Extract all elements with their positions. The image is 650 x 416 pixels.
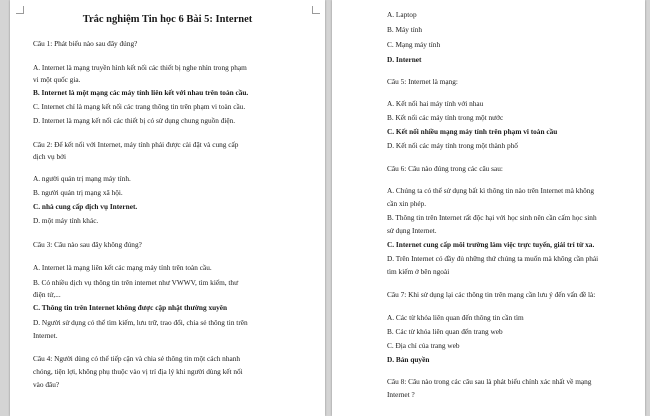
question-7-option-c: C. Địa chỉ của trang web: [387, 341, 460, 350]
question-6-option-c: C. Internet cung cấp môi trường làm việc trực tuyến, giải trí từ xa.: [387, 240, 595, 249]
question-5-option-c: C. Kết nối nhiều mạng máy tính trên phạm vi toàn cầu: [387, 127, 558, 136]
question-8-cont: Internet ?: [387, 390, 415, 399]
question-7-option-d: D. Bản quyền: [387, 355, 430, 364]
document-title: Trắc nghiệm Tin học 6 Bài 5: Internet: [82, 14, 253, 25]
question-7-option-a: A. Các từ khóa liên quan đến thông tin cần tìm: [387, 313, 524, 322]
question-6: Câu 6: Câu nào đúng trong các câu sau:: [387, 164, 503, 173]
question-5: Câu 5: Internet là mạng:: [387, 77, 458, 86]
question-1-option-a: A. Internet là mạng truyền hình kết nối các thiết bị nghe nhìn trong phạm: [33, 63, 247, 72]
question-4-option-d: D. Internet: [387, 55, 422, 64]
question-7-option-b: B. Các từ khóa liên quan đến trang web: [387, 327, 503, 336]
question-1-option-a-cont: vi một quốc gia.: [33, 75, 81, 84]
question-6-option-d: D. Trên Internet có đầy đủ những thứ chúng ta muốn mà không cần phải: [387, 254, 599, 263]
question-4-option-c: C. Mạng máy tính: [387, 40, 441, 49]
question-2: Câu 2: Để kết nối với Internet, máy tính phải được cài đặt và cung cấp: [33, 140, 239, 149]
question-3-option-b: B. Có nhiều dịch vụ thông tin trên internet như VWWV, tìm kiếm, thư: [33, 278, 239, 287]
question-4-cont-2: vào đâu?: [33, 380, 60, 389]
question-3-option-d: D. Người sử dụng có thể tìm kiếm, lưu trữ, trao đổi, chia sẻ thông tin trên: [33, 318, 248, 327]
question-4-option-a: A. Laptop: [387, 10, 417, 19]
question-2-option-b: B. người quản trị mạng xã hội.: [33, 188, 123, 197]
question-1: Câu 1: Phát biểu nào sau đây đúng?: [33, 39, 138, 48]
question-6-option-b-cont: sử dụng Internet.: [387, 226, 437, 235]
question-5-option-b: B. Kết nối các máy tính trong một nước: [387, 113, 504, 122]
document-page-left: [10, 0, 325, 416]
question-2-option-a: A. người quản trị mạng máy tính.: [33, 174, 131, 183]
question-6-option-a: A. Chúng ta có thể sử dụng bất kì thông tin nào trên Internet mà không: [387, 186, 595, 195]
question-1-option-d: D. Internet là mạng kết nối các thiết bị có sử dụng chung nguồn điện.: [33, 116, 236, 125]
question-1-option-b: B. Internet là một mạng các máy tính liên kết với nhau trên toàn cầu.: [33, 88, 249, 97]
question-2-cont: dịch vụ bởi: [33, 152, 67, 161]
question-3-option-c: C. Thông tin trên Internet không được cập nhật thường xuyên: [33, 303, 228, 312]
question-6-option-b: B. Thông tin trên Internet rất độc hại với học sinh nên cần cấm học sinh: [387, 213, 597, 222]
question-6-option-d-cont: tìm kiếm ở bên ngoài: [387, 267, 450, 276]
question-4-cont: chóng, tiện lợi, không phụ thuộc vào vị trí địa lý khi người dùng kết nối: [33, 367, 243, 376]
question-2-option-c: C. nhà cung cấp dịch vụ Internet.: [33, 202, 138, 211]
question-5-option-d: D. Kết nối các máy tính trong một thành phố: [387, 141, 518, 150]
question-3-option-a: A. Internet là mạng liên kết các mạng máy tính trên toàn cầu.: [33, 263, 212, 272]
question-1-option-c: C. Internet chỉ là mạng kết nối các trang thông tin trên phạm vi toàn cầu.: [33, 102, 246, 111]
page-corner-marker: [16, 6, 24, 14]
question-8: Câu 8: Câu nào trong các câu sau là phát biểu chính xác nhất về mạng: [387, 377, 592, 386]
question-4: Câu 4: Người dùng có thể tiếp cận và chia sẻ thông tin một cách nhanh: [33, 354, 241, 363]
question-7: Câu 7: Khi sử dụng lại các thông tin trên mạng cần lưu ý đến vấn đề là:: [387, 290, 596, 299]
document-page-right: [332, 0, 645, 416]
question-3-option-d-cont: Internet.: [33, 331, 58, 340]
page-corner-marker: [312, 6, 320, 14]
question-4-option-b: B. Máy tính: [387, 25, 423, 34]
question-6-option-a-cont: cần xin phép.: [387, 199, 427, 208]
question-5-option-a: A. Kết nối hai máy tính với nhau: [387, 99, 484, 108]
question-3-option-b-cont: điện tử,...: [33, 290, 61, 299]
question-3: Câu 3: Câu nào sau đây không đúng?: [33, 240, 142, 249]
question-2-option-d: D. một máy tính khác.: [33, 216, 99, 225]
